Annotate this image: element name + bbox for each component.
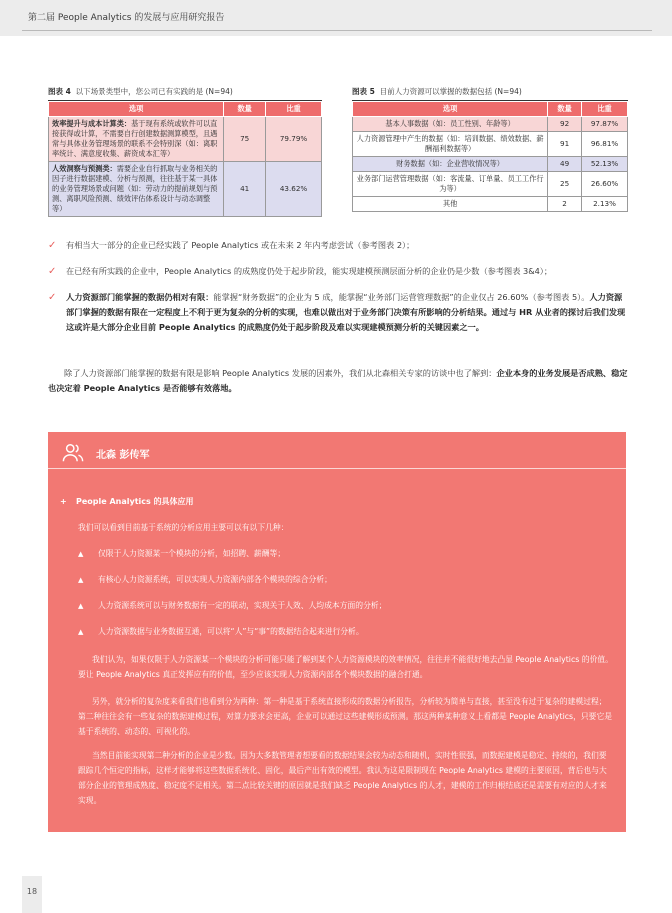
table-cell-pct: 79.79% (266, 117, 322, 162)
table5-col-option: 选项 (353, 102, 548, 117)
page-number: 18 (26, 887, 38, 896)
row-label: 基于现有系统或软件可以直接获得或计算，不需要自行创建数据测算模型，且遇常与具体业务管理场景的联系不会特别深（如：离职率统计、满意度收集、薪资成本汇等） (52, 119, 218, 158)
table-cell-option (49, 117, 224, 162)
table5-col-pct: 比重 (582, 102, 628, 117)
table4 (48, 101, 322, 217)
table-row (49, 162, 322, 217)
row-label-bold: 效率提升与成本计算类： (52, 119, 132, 128)
expert-paragraph: 我们认为，如果仅限于人力资源某一个模块的分析可能只能了解到某个人力资源模块的效率情况，往往并不能很好地去凸显 People Analytics 的价值。要让 People Analytics 真正发挥应有的价值，至少应该实现人力资源内部各个模块数据的融合打通。 (78, 655, 613, 679)
paragraph-bold: 企业本身的业务发展是否成熟、稳定也决定着 People Analytics 是否能够有效落地。 (48, 368, 628, 393)
list-item (48, 238, 628, 253)
finding-bold-conclusion: 人力资源部门掌握的数据有限在一定程度上不利于更为复杂的分析的实现，也难以做出对于业务部门决策有所影响的分析结果。通过与 HR 从业者的探讨后我们发现这或许是大部分企业目前 People Analytics 的成熟度仍处于起步阶段及难以实现建模预测分析的关键因素之一。 (66, 292, 626, 332)
table-cell-count: 41 (224, 162, 266, 217)
table-cell-count: 92 (548, 117, 582, 132)
table-cell-pct: 26.60% (582, 172, 628, 197)
triangle-bullet-icon: ▲ (78, 576, 84, 584)
table-cell-option: 财务数据（如：企业营收情况等） (353, 157, 548, 172)
table-cell-pct: 96.81% (582, 132, 628, 157)
expert-quote-box (48, 432, 626, 832)
list-item (78, 626, 364, 637)
table-cell-count: 49 (548, 157, 582, 172)
table-cell-pct: 52.13% (582, 157, 628, 172)
table-cell-count: 2 (548, 197, 582, 212)
finding-bold-lead: 人力资源部门能掌握的数据仍相对有限： (66, 292, 214, 302)
list-item (48, 290, 628, 335)
table-row (353, 132, 628, 157)
finding-text: 在已经有所实践的企业中，People Analytics 的成熟度仍处于起步阶段，能实现建模预测层面分析的企业仍是少数（参考图表 3&4）； (66, 266, 553, 276)
check-icon: ✓ (48, 292, 57, 303)
triangle-bullet-icon: ▲ (78, 550, 84, 558)
table5-header-row (353, 102, 628, 117)
table-row (353, 157, 628, 172)
table-row (353, 197, 628, 212)
list-item-text: 人力资源数据与业务数据互通，可以将“人”与“事”的数据结合起来进行分析。 (98, 627, 364, 636)
table5-caption-no: 图表 5 (352, 87, 375, 96)
check-icon: ✓ (48, 240, 57, 251)
table-cell-option: 业务部门运营管理数据（如：客流量、订单量、员工工作行为等） (353, 172, 548, 197)
expert-paragraph: 当然目前能实现第二种分析的企业是少数。因为大多数管理者想要看的数据结果会较为动态和随机，实时性很强，而数据建模是稳定、持续的，我们要跟踪几个恒定的指标，这样才能够将这些数据系统化、固化，最后产出有效的模型。我认为这是限制现在 People Analytics 建模的主要原因，背后也与大部分企业的管理成熟度、稳定度不足相关。第二点比较关键的原因就是我们缺乏 People Analytics 的人才，建模的工作归根结底还是需要有对应的人才来实现。 (78, 751, 607, 805)
expert-paragraph: 另外，就分析的复杂度来看我们也看到分为两种：第一种是基于系统直接形成的数据分析报告，分析较为简单与直接，甚至没有过于复杂的建模过程；第二种往往会有一些复杂的数据建模过程，对算力要求会更高，企业可以通过这些建模形成预测。那这两种某种意义上看都是 People Analytics，只要它是基于系统的、动态的、可视化的。 (78, 697, 613, 736)
finding-text: 有相当大一部分的企业已经实践了 People Analytics 或在未来 2 年内考虑尝试（参考图表 2）； (66, 240, 415, 250)
table5 (352, 101, 628, 212)
table4-col-pct: 比重 (266, 102, 322, 117)
table4-caption-no: 图表 4 (48, 87, 71, 96)
list-item-text: 有核心人力资源系统，可以实现人力资源内部各个模块的综合分析； (98, 575, 332, 584)
table4-col-option: 选项 (49, 102, 224, 117)
section-title (60, 496, 194, 507)
triangle-bullet-icon: ▲ (78, 602, 84, 610)
header-title: 第二届 People Analytics 的发展与应用研究报告 (28, 13, 225, 23)
table-row (353, 117, 628, 132)
section-title-text: People Analytics 的具体应用 (76, 497, 194, 506)
row-label: 需要企业自行抓取与业务相关的因子进行数据建模、分析与预测，往往基于某一具体的业务管理场景或问题（如：劳动力的提前规划与预测、离职风险预测、绩效评估体系设计与动态调整等） (52, 164, 218, 213)
expert-intro: 我们可以看到目前基于系统的分析应用主要可以有以下几种： (78, 523, 289, 532)
header-divider (22, 30, 652, 31)
list-item-text: 仅限于人力资源某一个模块的分析，如招聘、薪酬等； (98, 549, 286, 558)
table-row (49, 117, 322, 162)
check-icon: ✓ (48, 266, 57, 277)
plus-icon: + (60, 497, 67, 506)
expert-divider (48, 468, 626, 469)
row-label-bold: 人效洞察与预测类： (52, 164, 117, 173)
list-item (78, 548, 285, 559)
table-cell-option: 其他 (353, 197, 548, 212)
findings-list (48, 238, 628, 346)
table4-header-row (49, 102, 322, 117)
table-row (353, 172, 628, 197)
table4-caption-text: 以下场景类型中，您公司已有实践的是 (N=94) (75, 87, 233, 96)
table-cell-count: 75 (224, 117, 266, 162)
expert-name: 北森 彭传军 (96, 450, 150, 461)
table4-caption (48, 86, 322, 101)
table-cell-pct: 43.62% (266, 162, 322, 217)
table4-col-count: 数量 (224, 102, 266, 117)
table-cell-pct: 2.13% (582, 197, 628, 212)
table-cell-option: 基本人事数据（如：员工性别、年龄等） (353, 117, 548, 132)
body-paragraph (48, 366, 628, 396)
table-cell-count: 25 (548, 172, 582, 197)
triangle-bullet-icon: ▲ (78, 628, 84, 636)
list-item (78, 600, 386, 611)
table-cell-option: 人力资源管理中产生的数据（如：培训数据、绩效数据、薪酬福利数据等） (353, 132, 548, 157)
table5-col-count: 数量 (548, 102, 582, 117)
list-item-text: 人力资源系统可以与财务数据有一定的联动，实现关于人效、人均成本方面的分析； (98, 601, 387, 610)
people-icon (62, 442, 84, 464)
table-cell-option (49, 162, 224, 217)
paragraph-text: 除了人力资源部门能掌握的数据有限是影响 People Analytics 发展的因素外，我们从北森相关专家的访谈中也了解到： (64, 368, 497, 378)
table-cell-pct: 97.87% (582, 117, 628, 132)
table-cell-count: 91 (548, 132, 582, 157)
list-item (78, 574, 332, 585)
list-item (48, 264, 628, 279)
table5-caption (352, 86, 628, 101)
table5-caption-text: 目前人力资源可以掌握的数据包括 (N=94) (379, 87, 522, 96)
finding-text: 能掌握“财务数据”的企业为 5 成，能掌握“业务部门运营管理数据”的企业仅占 26.60%（参考图表 5）。 (213, 292, 590, 302)
